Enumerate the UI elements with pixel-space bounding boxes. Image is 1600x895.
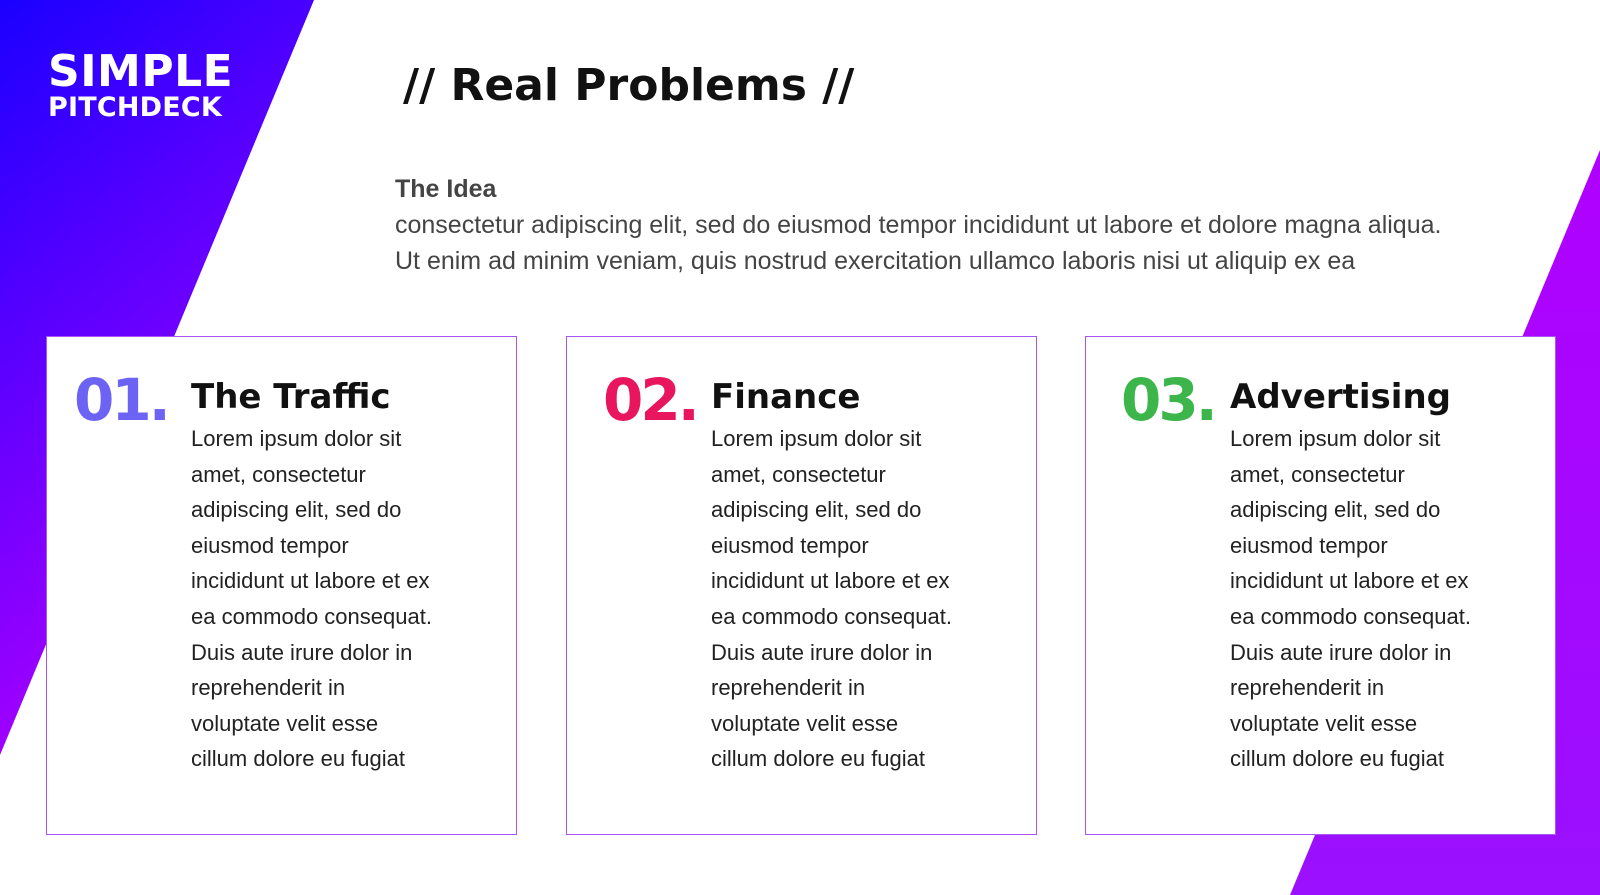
intro-section <box>395 171 1545 279</box>
card-title: Finance <box>711 377 861 417</box>
problem-card-traffic <box>46 336 517 835</box>
logo-line-simple: SIMPLE <box>48 46 234 97</box>
problem-card-finance <box>566 336 1037 835</box>
logo-line-pitchdeck: PITCHDECK <box>48 92 223 123</box>
slide-title: // Real Problems // <box>403 60 855 111</box>
card-number: 03. <box>1121 366 1215 434</box>
card-title: The Traffic <box>191 377 391 417</box>
logo <box>48 46 234 123</box>
card-number: 01. <box>74 366 168 434</box>
card-title: Advertising <box>1230 377 1451 417</box>
card-text: Lorem ipsum dolor sit amet, consectetur adipiscing elit, sed do eiusmod tempor incididunt ut labore et ex ea commodo consequat. Duis aute irure dolor in reprehenderit in voluptate velit esse cillum dolore eu fugiat <box>191 426 432 772</box>
card-text: Lorem ipsum dolor sit amet, consectetur adipiscing elit, sed do eiusmod tempor incididunt ut labore et ex ea commodo consequat. Duis aute irure dolor in reprehenderit in voluptate velit esse cillum dolore eu fugiat <box>711 426 952 772</box>
intro-heading: The Idea <box>395 175 497 203</box>
card-number: 02. <box>603 366 697 434</box>
problem-card-advertising <box>1085 336 1556 835</box>
card-text: Lorem ipsum dolor sit amet, consectetur adipiscing elit, sed do eiusmod tempor incididunt ut labore et ex ea commodo consequat. Duis aute irure dolor in reprehenderit in voluptate velit esse cillum dolore eu fugiat <box>1230 426 1471 772</box>
intro-body: consectetur adipiscing elit, sed do eiusmod tempor incididunt ut labore et dolore magna aliqua. Ut enim ad minim veniam, quis nostrud exercitation ullamco laboris nisi ut aliquip ex ea <box>395 211 1442 275</box>
